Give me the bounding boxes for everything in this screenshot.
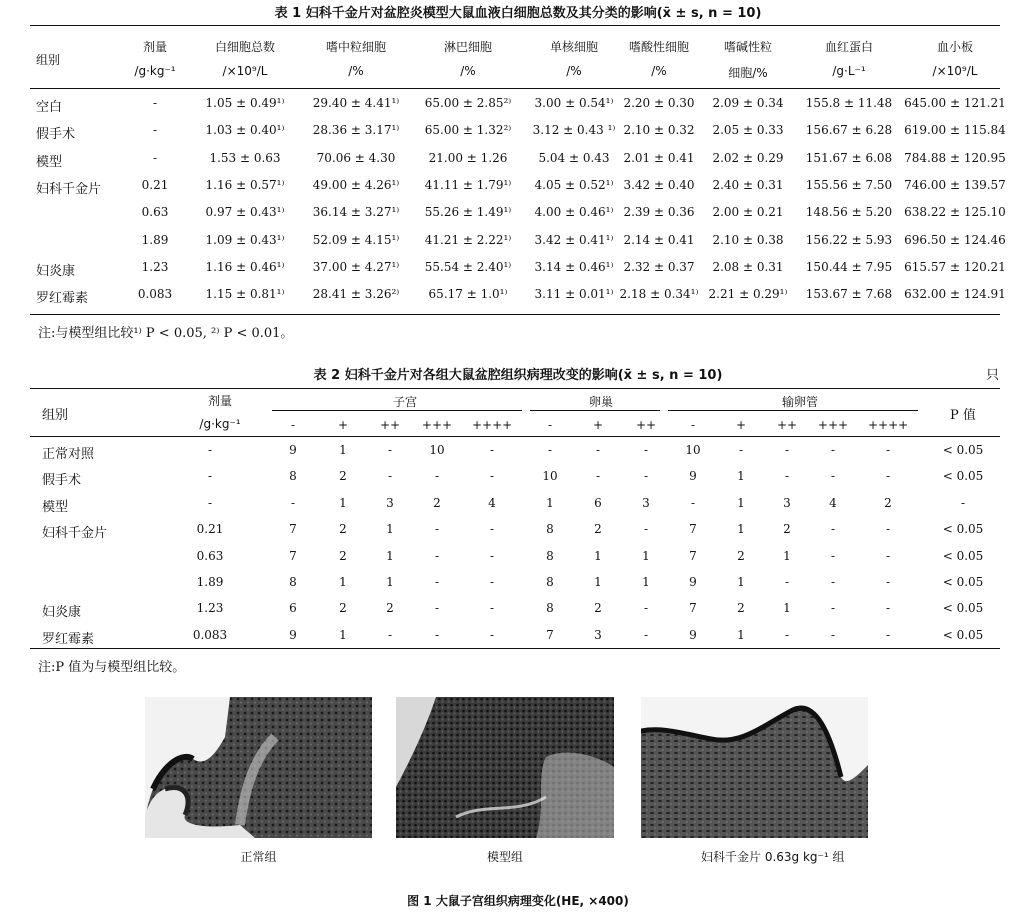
- table2-cell: 8: [546, 522, 554, 537]
- table1-cell: 638.22 ± 125.10: [904, 205, 1006, 220]
- table2-cell: 7: [289, 522, 297, 537]
- table2-title-unit: 只: [986, 368, 1000, 383]
- table2-cell: 4: [488, 495, 496, 510]
- table2-cell: 2: [737, 548, 745, 563]
- table1-cell: 55.26 ± 1.49¹⁾: [424, 205, 512, 220]
- table1-header-unit-7: 细胞/%: [728, 66, 768, 80]
- table2-cell: < 0.05: [942, 522, 984, 537]
- table1-cell: 5.04 ± 0.43: [538, 150, 610, 165]
- table1-header-unit-2: /×10⁹/L: [222, 64, 268, 78]
- table1-row-label: 妇科千金片: [36, 181, 102, 197]
- table1-cell: 2.39 ± 0.36: [623, 205, 695, 220]
- table2-cell: -: [489, 469, 495, 484]
- table2-cell: 10: [542, 469, 558, 484]
- table1-cell: 156.67 ± 6.28: [805, 123, 893, 138]
- table2-cell: -: [784, 575, 790, 589]
- table2-cell: 7: [289, 548, 297, 563]
- table1-cell: 615.57 ± 120.21: [904, 259, 1006, 274]
- figure-panel-normal: [145, 697, 372, 838]
- table1-cell: 2.08 ± 0.31: [712, 259, 784, 274]
- histology-image-drug: [641, 697, 868, 838]
- table1-header-unit-6: /%: [651, 64, 667, 78]
- table2-cell: -: [434, 601, 440, 616]
- table2-cell: -: [643, 627, 649, 642]
- table2-cell: -: [643, 469, 649, 484]
- table2-cell: 3: [783, 495, 791, 510]
- table1-cell: 0.97 ± 0.43¹⁾: [205, 205, 285, 220]
- table2-row-label: 正常对照: [42, 447, 95, 462]
- table2-cell: -: [830, 601, 836, 616]
- table1-cell: 28.41 ± 3.26²⁾: [312, 287, 400, 302]
- table1-header-unit-1: /g·kg⁻¹: [134, 64, 176, 78]
- table2-cell: 7: [689, 548, 697, 563]
- table2-cell: 2: [594, 601, 602, 616]
- table2-cell: -: [885, 469, 891, 484]
- table2-col-dose-unit: /g·kg⁻¹: [199, 417, 241, 431]
- table1-cell: 52.09 ± 4.15¹⁾: [312, 232, 400, 247]
- table2-cell: -: [434, 575, 440, 589]
- table1-cell: 2.01 ± 0.41: [623, 150, 695, 165]
- table1-cell: 1.23: [141, 259, 169, 274]
- table2-cell: 9: [289, 627, 297, 642]
- table2-row-label: 罗红霉素: [42, 631, 95, 647]
- table1-cell: 37.00 ± 4.27¹⁾: [312, 259, 400, 274]
- table1-cell: 3.11 ± 0.01¹⁾: [534, 287, 614, 302]
- table2-cell: 1: [339, 443, 347, 457]
- table2-cell: 10: [685, 443, 701, 457]
- table2-cell: -: [830, 548, 836, 563]
- table2-cell: -: [643, 443, 649, 457]
- table1-cell: 21.00 ± 1.26: [428, 150, 508, 165]
- table2-cell: -: [643, 522, 649, 537]
- table1-cell: 41.11 ± 1.79¹⁾: [424, 177, 512, 192]
- table2-grade-header-cell: +: [592, 418, 604, 432]
- table1-row-label: 妇炎康: [36, 263, 76, 279]
- table1-cell: 153.67 ± 7.68: [805, 287, 893, 302]
- table1-cell: 2.02 ± 0.29: [712, 150, 784, 165]
- table2-cell: -: [830, 627, 836, 642]
- table2-cell: 1: [642, 575, 650, 589]
- table1-cell: 1.09 ± 0.43¹⁾: [205, 232, 285, 247]
- table1-header-7: 嗜碱性粒: [723, 40, 772, 54]
- table2-cell: -: [207, 469, 213, 484]
- table1-header-9: 血小板: [936, 40, 973, 54]
- table1-cell: 2.14 ± 0.41: [623, 232, 695, 247]
- table2-cell: 7: [546, 627, 554, 642]
- table1-cell: 2.20 ± 0.30: [623, 96, 695, 110]
- table2-cell: 2: [339, 469, 347, 484]
- table2-header-rule: [30, 436, 1000, 437]
- table2-cell: 1: [737, 575, 745, 589]
- table2-cell: 7: [689, 522, 697, 537]
- table2-cell: -: [489, 575, 495, 589]
- table1-cell: 28.36 ± 3.17¹⁾: [312, 123, 400, 138]
- table1-cell: 41.21 ± 2.22¹⁾: [424, 232, 512, 247]
- table2-cell: < 0.05: [942, 575, 984, 589]
- table2-cell: -: [885, 522, 891, 537]
- table2-row-label: 模型: [42, 499, 69, 515]
- table1-cell: 36.14 ± 3.27¹⁾: [312, 205, 400, 220]
- table2-group-ovary: 卵巢: [588, 395, 613, 409]
- table1-cell: 1.53 ± 0.63: [209, 150, 281, 165]
- table2-cell: 8: [289, 575, 297, 589]
- table2-grade-header-cell: -: [290, 418, 296, 432]
- table2-cell: 1: [737, 495, 745, 510]
- table2-cell: 0.63: [196, 548, 224, 563]
- table2-cell: 1: [386, 548, 394, 563]
- table1-cell: 148.56 ± 5.20: [805, 205, 893, 220]
- table1-header-4: 淋巴细胞: [443, 40, 492, 54]
- table2-cell: < 0.05: [942, 548, 984, 563]
- table2-cell: 1: [339, 575, 347, 589]
- figure-caption-drug: 妇科千金片 0.63g kg⁻¹ 组: [701, 850, 845, 864]
- table1-header-8: 血红蛋白: [824, 40, 873, 54]
- table2-grade-header-cell: ++: [379, 418, 401, 432]
- table2-cell: 1: [546, 495, 554, 510]
- table2-col-group: 组别: [42, 408, 69, 423]
- table2-cell: 0.21: [196, 522, 224, 537]
- table2-cell: < 0.05: [942, 601, 984, 616]
- table2-grade-header-cell: ++: [776, 418, 798, 432]
- table2-col-p: P 值: [950, 408, 976, 423]
- table1-row-label: 罗红霉素: [36, 291, 89, 307]
- table2-cell: 2: [737, 601, 745, 616]
- table2-cell: -: [830, 522, 836, 537]
- table2-cell: 1.23: [196, 601, 224, 616]
- table2-group-uterus: 子宫: [392, 395, 417, 409]
- table1-cell: 155.8 ± 11.48: [805, 96, 893, 110]
- table1-cell: 2.09 ± 0.34: [712, 96, 784, 110]
- table2-cell: 9: [689, 627, 697, 642]
- table2-cell: < 0.05: [942, 469, 984, 484]
- table2-cell: 2: [783, 522, 791, 537]
- table1-header-2: 白细胞总数: [214, 40, 275, 54]
- table1-cell: 2.21 ± 0.29¹⁾: [708, 287, 788, 302]
- table2-grade-header-cell: +++: [817, 418, 849, 432]
- table1-cell: 65.00 ± 1.32²⁾: [424, 123, 512, 138]
- table1-row-label: 空白: [36, 100, 63, 115]
- table1-cell: 784.88 ± 120.95: [904, 150, 1006, 165]
- table1-cell: 1.16 ± 0.46¹⁾: [205, 259, 285, 274]
- table2-col-dose: 剂量: [207, 394, 232, 408]
- table2-cell: -: [784, 627, 790, 642]
- table2-cell: 0.083: [192, 627, 228, 642]
- table1-cell: 2.32 ± 0.37: [623, 259, 695, 274]
- table2-cell: -: [290, 495, 296, 510]
- table2-cell: -: [885, 443, 891, 457]
- table1-cell: 2.00 ± 0.21: [712, 205, 784, 220]
- table2-cell: -: [830, 443, 836, 457]
- table1-cell: 645.00 ± 121.21: [904, 96, 1006, 110]
- table2-grade-header-cell: +: [337, 418, 349, 432]
- figure-panel-drug: [641, 697, 868, 838]
- table2-tube-span-rule: [668, 410, 918, 411]
- table2-cell: -: [489, 627, 495, 642]
- table2-cell: -: [434, 548, 440, 563]
- table2-cell: -: [489, 601, 495, 616]
- table1-top-rule: [30, 25, 1000, 26]
- table1-cell: 155.56 ± 7.50: [805, 177, 893, 192]
- table1-cell: 65.17 ± 1.0¹⁾: [428, 287, 508, 302]
- table2-cell: -: [387, 443, 393, 457]
- table2-cell: 1: [737, 522, 745, 537]
- table2-cell: 1: [594, 548, 602, 563]
- table1-cell: 3.12 ± 0.43 ¹⁾: [532, 123, 616, 138]
- table2-cell: 1: [783, 548, 791, 563]
- table2-cell: 2: [339, 522, 347, 537]
- table2-cell: 6: [289, 601, 297, 616]
- table2-cell: 6: [594, 495, 602, 510]
- table2-cell: 1: [737, 627, 745, 642]
- table2-cell: 1: [594, 575, 602, 589]
- table2-cell: 8: [546, 575, 554, 589]
- table1-cell: 2.05 ± 0.33: [712, 123, 784, 138]
- table2-cell: -: [547, 443, 553, 457]
- table1-header-6: 嗜酸性细胞: [628, 40, 689, 54]
- table1-cell: 4.00 ± 0.46¹⁾: [534, 205, 614, 220]
- table1-note: 注:与模型组比较¹⁾ P < 0.05, ²⁾ P < 0.01。: [38, 326, 294, 341]
- table2-ovary-span-rule: [530, 410, 660, 411]
- table2-cell: -: [434, 469, 440, 484]
- table1-cell: 2.10 ± 0.38: [712, 232, 784, 247]
- table2-group-tube: 输卵管: [781, 395, 818, 409]
- table2-cell: 1: [386, 522, 394, 537]
- table1-cell: 0.083: [137, 287, 173, 302]
- table1-cell: 1.15 ± 0.81¹⁾: [205, 287, 285, 302]
- table2-grade-header-cell: ++: [635, 418, 657, 432]
- table2-cell: -: [387, 469, 393, 484]
- table2-cell: 9: [289, 443, 297, 457]
- table2-cell: 1: [783, 601, 791, 616]
- table2-title: 表 2 妇科千金片对各组大鼠盆腔组织病理改变的影响(x̄ ± s, n = 10): [313, 368, 723, 383]
- table1-cell: 746.00 ± 139.57: [904, 177, 1006, 192]
- table2-cell: 1: [339, 495, 347, 510]
- table1-cell: -: [152, 150, 158, 165]
- table2-cell: -: [738, 443, 744, 457]
- table2-cell: < 0.05: [942, 627, 984, 642]
- table2-cell: 1: [737, 469, 745, 484]
- table2-cell: 3: [594, 627, 602, 642]
- table1-header-5: 单核细胞: [549, 40, 598, 54]
- table2-row-label: 妇科千金片: [42, 526, 108, 542]
- table1-header-rule: [30, 88, 1000, 89]
- table1-cell: 3.00 ± 0.54¹⁾: [534, 96, 614, 110]
- table1-cell: 156.22 ± 5.93: [805, 232, 893, 247]
- table2-cell: 8: [546, 548, 554, 563]
- table1-header-unit-3: /%: [348, 64, 364, 78]
- table2-cell: 4: [829, 495, 837, 510]
- table2-grade-header-cell: -: [547, 418, 553, 432]
- table1-cell: 151.67 ± 6.08: [805, 150, 893, 165]
- table1-cell: -: [152, 96, 158, 110]
- table1-cell: 1.89: [141, 232, 169, 247]
- table2-cell: -: [643, 601, 649, 616]
- table1-cell: 696.50 ± 124.46: [904, 232, 1006, 247]
- table2-grade-header-cell: ++++: [868, 418, 909, 432]
- table2-grade-header-cell: ++++: [472, 418, 513, 432]
- table2-cell: 9: [689, 575, 697, 589]
- histology-image-normal: [145, 697, 372, 838]
- table2-cell: 2: [433, 495, 441, 510]
- figure-caption-model: 模型组: [486, 850, 523, 864]
- table1-cell: 29.40 ± 4.41¹⁾: [312, 96, 400, 110]
- histology-image-model: [396, 697, 614, 838]
- table2-cell: -: [489, 522, 495, 537]
- table2-cell: 3: [642, 495, 650, 510]
- table2-cell: 8: [289, 469, 297, 484]
- table1-cell: 2.40 ± 0.31: [712, 177, 784, 192]
- table2-row-label: 假手术: [42, 473, 82, 489]
- table2-grade-header-cell: +++: [421, 418, 453, 432]
- table2-cell: 9: [689, 469, 697, 484]
- table2-top-rule: [30, 388, 1000, 389]
- table2-note: 注:P 值为与模型组比较。: [38, 660, 186, 675]
- table1-cell: 4.05 ± 0.52¹⁾: [534, 177, 614, 192]
- table2-cell: 1: [339, 627, 347, 642]
- table2-cell: 2: [594, 522, 602, 537]
- table2-cell: 2: [386, 601, 394, 616]
- table2-cell: 1: [642, 548, 650, 563]
- table2-cell: -: [489, 443, 495, 457]
- table1-header-0: 组别: [36, 53, 61, 67]
- table1-header-unit-5: /%: [566, 64, 582, 78]
- table2-cell: -: [885, 575, 891, 589]
- table2-cell: -: [434, 627, 440, 642]
- table2-cell: 7: [689, 601, 697, 616]
- table2-cell: 8: [546, 601, 554, 616]
- table1-bottom-rule: [30, 314, 1000, 315]
- table2-grade-header-cell: -: [690, 418, 696, 432]
- table1-cell: 49.00 ± 4.26¹⁾: [312, 177, 400, 192]
- table1-row-label: 假手术: [36, 127, 76, 143]
- table1-cell: 1.03 ± 0.40¹⁾: [205, 123, 285, 138]
- table2-cell: -: [885, 548, 891, 563]
- table2-cell: -: [207, 443, 213, 457]
- table2-cell: 3: [386, 495, 394, 510]
- table2-cell: 2: [339, 601, 347, 616]
- table1-cell: 150.44 ± 7.95: [805, 259, 893, 274]
- table1-header-3: 嗜中粒细胞: [325, 40, 386, 54]
- table1-cell: -: [152, 123, 158, 138]
- table1-header-1: 剂量: [142, 40, 167, 54]
- table2-cell: -: [830, 469, 836, 484]
- table1-cell: 3.42 ± 0.41¹⁾: [534, 232, 614, 247]
- table1-cell: 632.00 ± 124.91: [904, 287, 1006, 302]
- table1-cell: 2.18 ± 0.34¹⁾: [619, 287, 699, 302]
- table2-cell: -: [207, 495, 213, 510]
- table2-grade-header-cell: +: [735, 418, 747, 432]
- table1-header-unit-8: /g·L⁻¹: [832, 64, 866, 78]
- table2-cell: -: [784, 443, 790, 457]
- table1-title: 表 1 妇科千金片对盆腔炎模型大鼠血液白细胞总数及其分类的影响(x̄ ± s, n = 10): [274, 6, 762, 21]
- table2-uterus-span-rule: [272, 410, 522, 411]
- table1-header-unit-9: /×10⁹/L: [932, 64, 978, 78]
- table1-cell: 619.00 ± 115.84: [904, 123, 1006, 138]
- figure-panel-model: [396, 697, 614, 838]
- table1-cell: 55.54 ± 2.40¹⁾: [424, 259, 512, 274]
- table2-cell: -: [830, 575, 836, 589]
- table2-cell: -: [784, 469, 790, 484]
- table1-cell: 3.14 ± 0.46¹⁾: [534, 259, 614, 274]
- table2-cell: -: [434, 522, 440, 537]
- table2-cell: -: [595, 443, 601, 457]
- table1-cell: 70.06 ± 4.30: [316, 150, 396, 165]
- table1-cell: 1.16 ± 0.57¹⁾: [205, 177, 285, 192]
- table2-cell: -: [690, 495, 696, 510]
- table2-bottom-rule: [30, 648, 1000, 649]
- table1-cell: 3.42 ± 0.40: [623, 177, 695, 192]
- table2-cell: 1: [386, 575, 394, 589]
- table1-row-label: 模型: [36, 154, 63, 170]
- table2-cell: -: [885, 627, 891, 642]
- table1-cell: 2.10 ± 0.32: [623, 123, 695, 138]
- table2-cell: -: [387, 627, 393, 642]
- table2-cell: -: [489, 548, 495, 563]
- figure-title: 图 1 大鼠子宫组织病理变化(HE, ×400): [407, 894, 629, 908]
- table1-cell: 1.05 ± 0.49¹⁾: [205, 96, 285, 110]
- table2-cell: 10: [429, 443, 445, 457]
- table2-cell: -: [960, 495, 966, 510]
- table2-cell: -: [885, 601, 891, 616]
- table1-cell: 0.63: [141, 205, 169, 220]
- table2-row-label: 妇炎康: [42, 605, 82, 621]
- table1-cell: 65.00 ± 2.85²⁾: [424, 96, 512, 110]
- table2-cell: 2: [884, 495, 892, 510]
- figure-caption-normal: 正常组: [240, 850, 277, 864]
- table2-cell: 2: [339, 548, 347, 563]
- table1-header-unit-4: /%: [460, 64, 476, 78]
- table2-cell: < 0.05: [942, 443, 984, 457]
- table2-cell: -: [595, 469, 601, 484]
- table1-cell: 0.21: [141, 177, 169, 192]
- table2-cell: 1.89: [196, 575, 224, 589]
